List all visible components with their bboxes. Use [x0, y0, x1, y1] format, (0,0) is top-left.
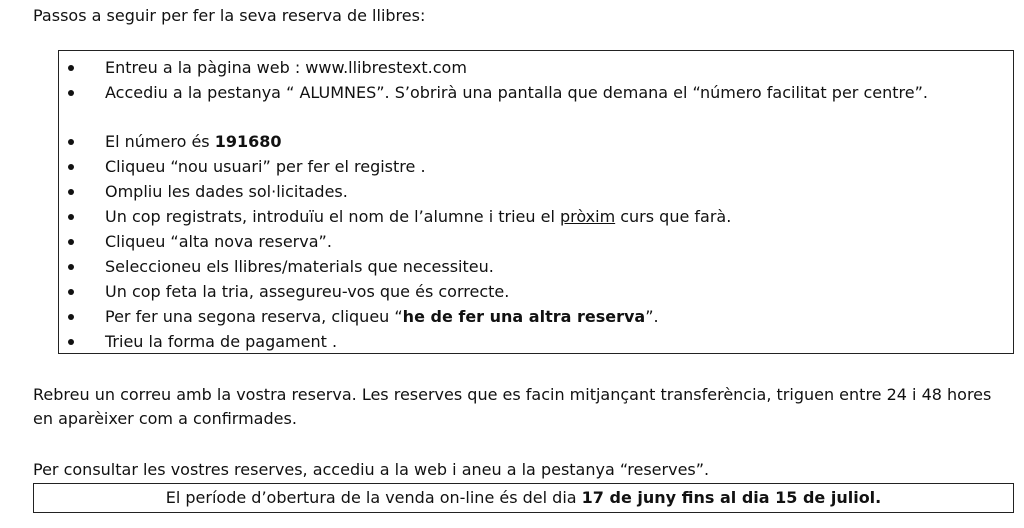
sale-period-notice: El període d’obertura de la venda on-line és del dia 17 de juny fins al dia 15 de juliol. [33, 483, 1014, 513]
intro-text: Passos a seguir per fer la seva reserva de llibres: [33, 6, 426, 25]
step-text: Ompliu les dades sol·licitades. [105, 182, 348, 201]
bullet-icon [68, 189, 74, 195]
step-text: Cliqueu “nou usuari” per fer el registre . [105, 157, 426, 176]
list-item [59, 130, 1013, 154]
confirmation-paragraph: Rebreu un correu amb la vostra reserva. Les reserves que es facin mitjançant transferència, triguen entre 24 i 48 hores en aparèixer com a confirmades. [33, 385, 992, 428]
bold-phrase: he de fer una altra reserva [402, 307, 646, 326]
school-number: 191680 [214, 132, 282, 151]
list-item [59, 330, 1013, 354]
list-item [59, 180, 1013, 204]
list-item [59, 305, 1013, 329]
bullet-icon [68, 139, 74, 145]
step-text: Per fer una segona reserva, cliqueu “he de fer una altra reserva”. [105, 307, 659, 326]
list-item [59, 81, 1013, 129]
bullet-icon [68, 264, 74, 270]
list-item [59, 56, 1013, 80]
step-text: Cliqueu “alta nova reserva”. [105, 232, 332, 251]
bullet-icon [68, 239, 74, 245]
bullet-icon [68, 339, 74, 345]
step-text: Un cop feta la tria, assegureu-vos que és correcte. [105, 282, 510, 301]
list-item [59, 280, 1013, 304]
underlined-word: pròxim [559, 207, 616, 226]
bullet-icon [68, 314, 74, 320]
step-text: Seleccioneu els llibres/materials que necessiteu. [105, 257, 494, 276]
bullet-icon [68, 164, 74, 170]
list-item [59, 205, 1013, 229]
consult-paragraph: Per consultar les vostres reserves, accediu a la web i aneu a la pestanya “reserves”. [33, 460, 710, 479]
bullet-icon [68, 90, 74, 96]
list-item [59, 255, 1013, 279]
list-item [59, 230, 1013, 254]
steps-box [58, 50, 1014, 354]
bullet-icon [68, 214, 74, 220]
step-text: Un cop registrats, introduïu el nom de l’alumne i trieu el pròxim curs que farà. [105, 207, 732, 226]
sale-dates: 17 de juny fins al dia 15 de juliol. [581, 488, 882, 507]
step-text: El número és 191680 [105, 132, 282, 151]
bullet-icon [68, 65, 74, 71]
step-text: Accediu a la pestanya “ ALUMNES”. S’obrirà una pantalla que demana el “número facilitat per centre”. [105, 83, 928, 102]
step-text: Trieu la forma de pagament . [105, 332, 338, 351]
step-text: Entreu a la pàgina web : www.llibrestext.com [105, 58, 467, 77]
list-item [59, 155, 1013, 179]
bullet-icon [68, 289, 74, 295]
